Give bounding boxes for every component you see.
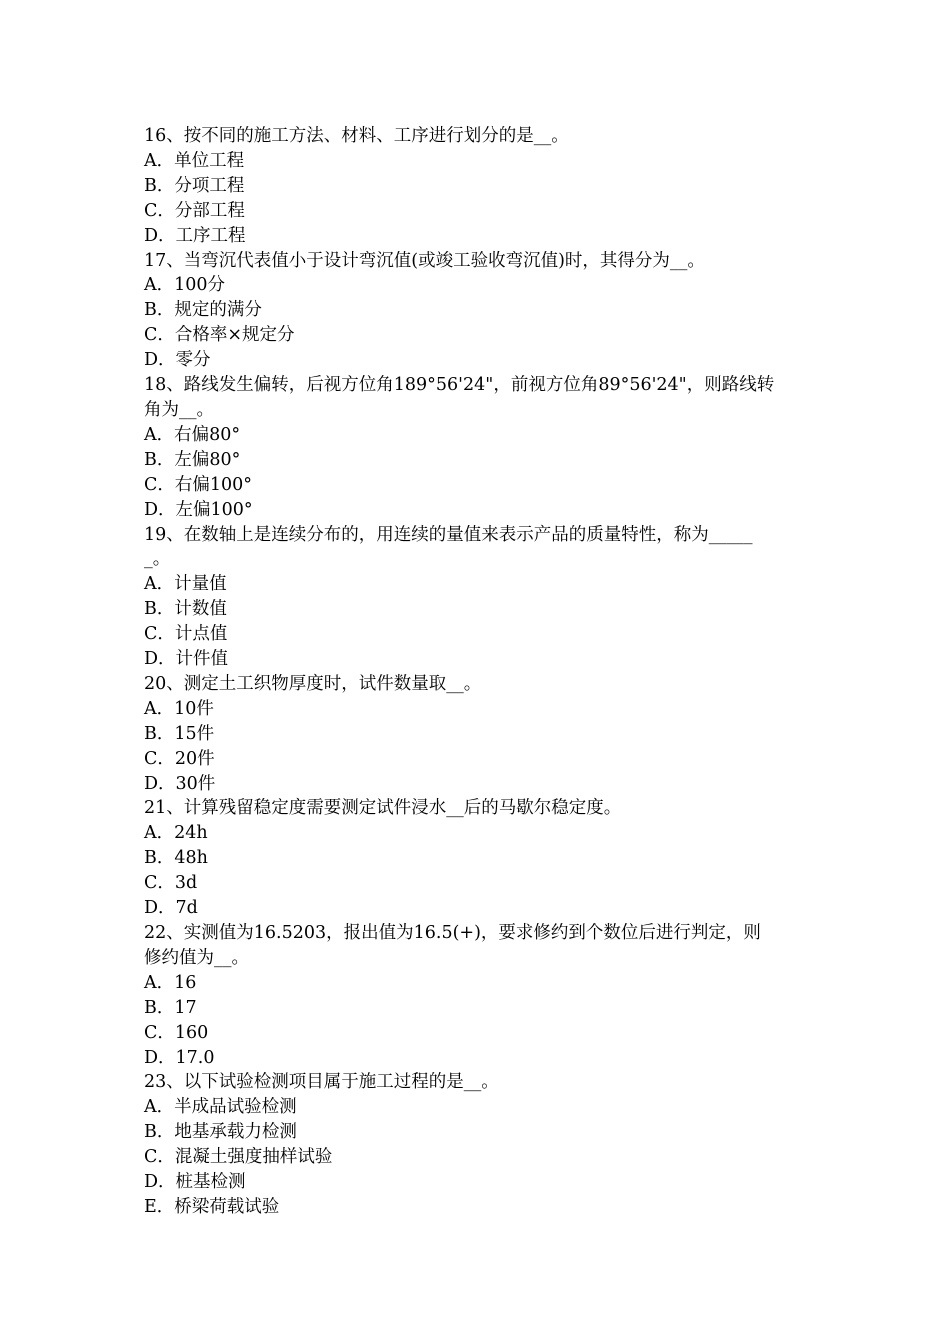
option-line: B．分项工程 (144, 175, 245, 196)
option-line: D．30件 (144, 773, 216, 794)
option-line: A．半成品试验检测 (144, 1097, 297, 1118)
option-line: B．15件 (144, 723, 215, 744)
question-line: 22、实测值为16.5203，报出值为16.5(+)，要求修约到个数位后进行判定，则 (144, 923, 761, 943)
option-line: C．160 (144, 1022, 209, 1043)
question-line-continued: 修约值为__。 (144, 947, 249, 968)
option-line: A．右偏80° (144, 424, 241, 445)
option-line: C．20件 (144, 748, 215, 769)
option-line: A．100分 (144, 275, 226, 296)
question-line: 20、测定土工织物厚度时，试件数量取__。 (144, 673, 482, 694)
question-line: 16、按不同的施工方法、材料、工序进行划分的是__。 (144, 126, 569, 146)
question-line: 18、路线发生偏转，后视方位角189°56'24"，前视方位角89°56'24"，则路线转 (144, 375, 775, 396)
option-line: B．左偏80° (144, 449, 241, 470)
question-line: 21、计算残留稳定度需要测定试件浸水__后的马歇尔稳定度。 (144, 798, 622, 819)
option-line: A．24h (144, 823, 208, 844)
option-line: D．左偏100° (144, 499, 253, 520)
question-line-continued: _。 (144, 549, 171, 570)
option-line: B．规定的满分 (144, 300, 262, 321)
option-line: B．17 (144, 997, 197, 1018)
option-line: D．计件值 (144, 649, 229, 670)
option-line: C．分部工程 (144, 200, 245, 221)
option-line: D．桩基检测 (144, 1172, 246, 1193)
option-line: C．右偏100° (144, 474, 253, 495)
option-line: C．计点值 (144, 624, 228, 645)
option-line: D．17.0 (144, 1047, 215, 1068)
option-line: E．桥梁荷载试验 (144, 1196, 280, 1217)
question-line: 17、当弯沉代表值小于设计弯沉值(或竣工验收弯沉值)时，其得分为__。 (144, 250, 705, 271)
option-line: B．48h (144, 848, 208, 869)
option-line: A．计量值 (144, 574, 227, 595)
option-line: C．合格率×规定分 (144, 325, 295, 346)
option-line: A．16 (144, 972, 197, 993)
option-line: B．计数值 (144, 599, 227, 620)
question-line: 23、以下试验检测项目属于施工过程的是__。 (144, 1072, 499, 1093)
question-text-block (144, 124, 814, 1220)
option-line: D．零分 (144, 350, 211, 371)
question-line: 19、在数轴上是连续分布的，用连续的量值来表示产品的质量特性，称为_____ (144, 524, 753, 545)
option-line: C．混凝土强度抽样试验 (144, 1147, 333, 1168)
question-line-continued: 角为__。 (144, 399, 214, 420)
option-line: A．10件 (144, 698, 214, 719)
option-line: D．工序工程 (144, 225, 246, 246)
option-line: B．地基承载力检测 (144, 1122, 297, 1143)
option-line: A．单位工程 (144, 150, 245, 171)
option-line: C．3d (144, 873, 198, 894)
option-line: D．7d (144, 898, 198, 919)
